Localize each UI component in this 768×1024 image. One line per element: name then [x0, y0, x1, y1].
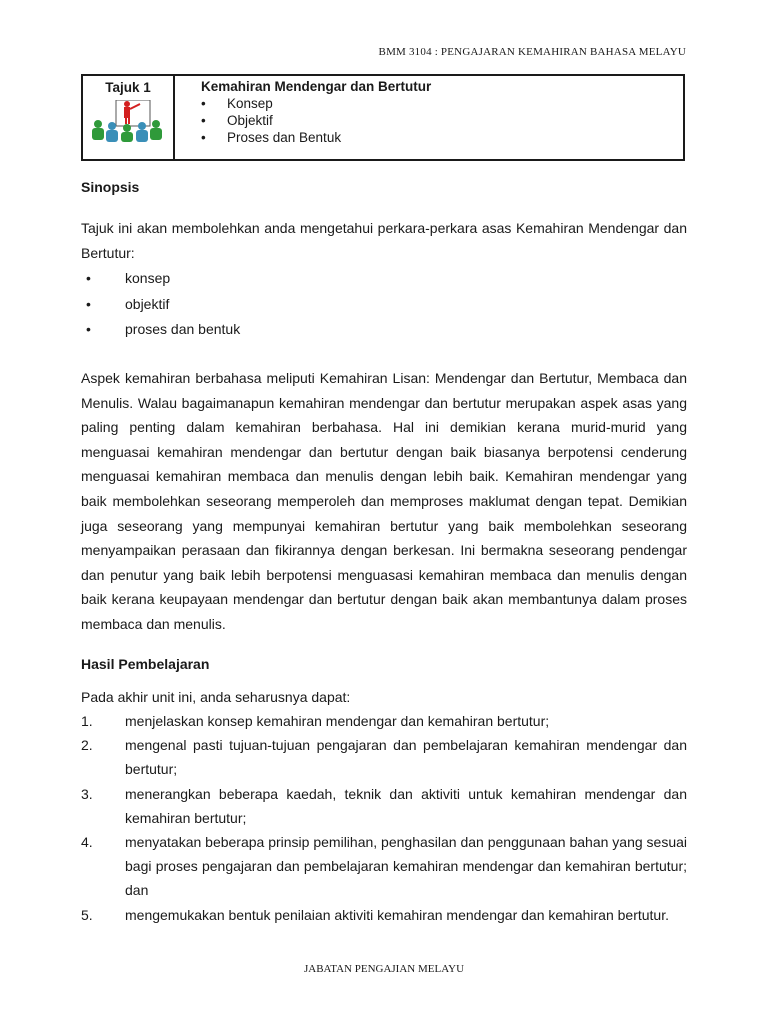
outcome-text: mengenal pasti tujuan-tujuan pengajaran dan pembelajaran kemahiran mendengar dan bertutur; — [125, 737, 687, 778]
presentation-icon — [90, 100, 164, 142]
page-footer: JABATAN PENGAJIAN MELAYU — [303, 963, 465, 975]
outcome-text: menerangkan beberapa kaedah, teknik dan aktiviti untuk kemahiran mendengar dan kemahiran bertutur; — [125, 785, 687, 826]
synopsis-intro: Tajuk ini akan membolehkan anda mengetahui perkara-perkara asas Kemahiran Mendengar dan Bertutur: — [81, 220, 687, 261]
synopsis-bullet: • objektif — [81, 292, 240, 318]
outcome-text: menjelaskan konsep kemahiran mendengar dan kemahiran bertutur; — [125, 713, 550, 729]
topic-label-cell — [83, 76, 175, 159]
topic-content-cell — [175, 76, 431, 159]
outcome-item — [81, 782, 687, 830]
topic-title: Kemahiran Mendengar dan Bertutur — [201, 79, 432, 94]
topic-bullet: • Objektif — [201, 112, 431, 129]
synopsis-bullet: • proses dan bentuk — [81, 317, 240, 343]
outcome-number: 4. — [81, 834, 93, 851]
running-header: BMM 3104 : PENGAJARAN KEMAHIRAN BAHASA MELAYU — [378, 46, 686, 58]
outcome-item — [81, 709, 687, 733]
outcome-item — [81, 903, 687, 927]
outcomes-intro: Pada akhir unit ini, anda seharusnya dapat: — [81, 689, 351, 705]
outcome-text: mengemukakan bentuk penilaian aktiviti kemahiran mendengar dan kemahiran bertutur. — [125, 906, 669, 923]
outcome-item — [81, 733, 687, 781]
outcome-number: 2. — [81, 737, 93, 754]
outcomes-heading: Hasil Pembelajaran — [81, 656, 210, 672]
outcome-number: 3. — [81, 785, 93, 802]
topic-label: Tajuk 1 — [105, 80, 151, 95]
outcome-text: menyatakan beberapa prinsip pemilihan, penghasilan dan penggunaan bahan yang sesuai bagi proses pengajaran dan pembelajaran kemahiran mendengar dan kemahiran bertutur; dan — [125, 834, 687, 899]
topic-bullet: • Konsep — [201, 95, 431, 112]
topic-bullet: • Proses dan Bentuk — [201, 129, 431, 146]
topic-bullet-list — [201, 95, 431, 146]
synopsis-bullet-list — [81, 266, 240, 343]
topic-box — [81, 74, 685, 161]
presenter-body — [124, 107, 130, 118]
presenter-head — [124, 101, 130, 107]
synopsis-body: Aspek kemahiran berbahasa meliputi Kemahiran Lisan: Mendengar dan Bertutur, Membaca dan Menulis. Walau bagaimanapun kemahiran mendengar dan bertutur merupakan aspek asas yang paling penting dalam kemahiran berbahasa. Hal ini demikian kerana murid-murid yang menguasai kemahiran mendengar dan bertutur dengan baik biasanya berpotensi cenderung menguasai kemahiran membaca dan menulis dengan lebih baik. Kemahiran mendengar yang baik membolehkan seseorang memperoleh dan memproses maklumat dengan tepat. Demikian juga seseorang yang mempunyai kemahiran bertutur yang baik membolehkan seseorang menyampaikan perasaan dan fikirannya dengan berkesan. Ini bermakna seseorang pendengar dan penutur yang baik lebih berpotensi menguasasi kemahiran membaca dan menulis dengan baik kerana keupayaan mendengar dan bertutur dengan baik akan membantunya dalam proses membaca dan menulis. — [81, 370, 687, 632]
outcome-number: 5. — [81, 906, 93, 923]
outcome-number: 1. — [81, 713, 93, 729]
outcomes-list — [81, 709, 687, 927]
outcome-item — [81, 830, 687, 903]
synopsis-bullet: • konsep — [81, 266, 240, 292]
synopsis-heading: Sinopsis — [81, 179, 140, 195]
